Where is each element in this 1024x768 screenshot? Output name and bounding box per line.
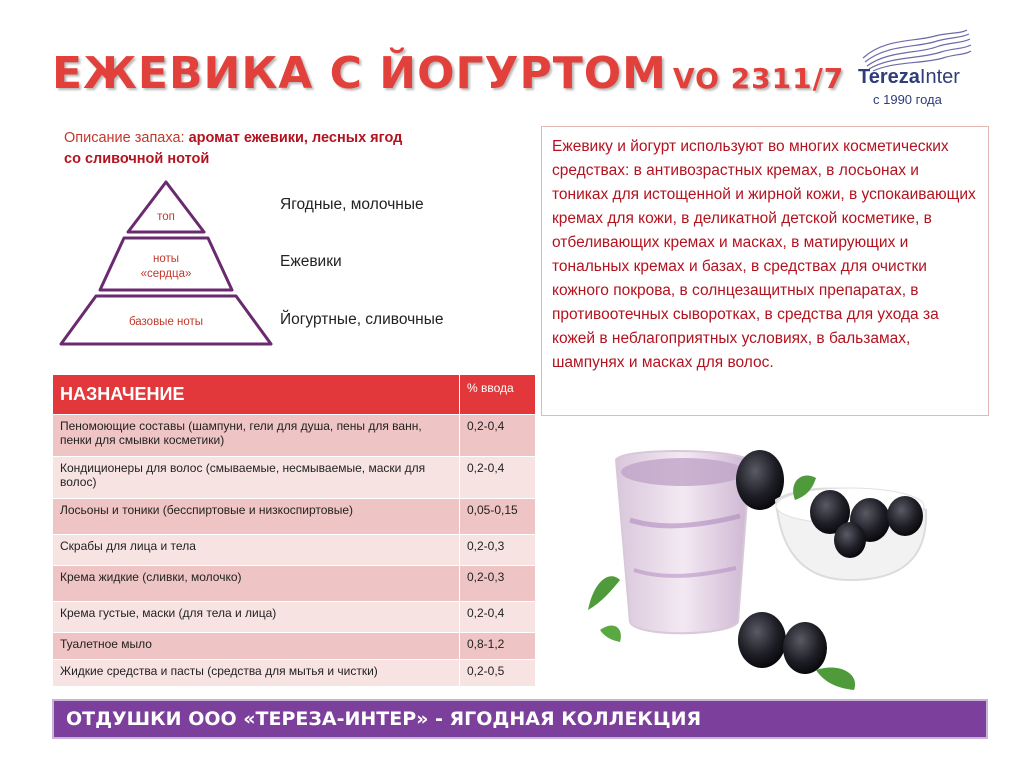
table-row — [53, 602, 536, 633]
logo-since: с 1990 года — [873, 92, 942, 107]
row-dosage: 0,2-0,4 — [460, 457, 536, 499]
row-purpose: Туалетное мыло — [53, 633, 460, 660]
scent-label: Описание запаха: — [64, 130, 189, 146]
leaf-icon — [816, 667, 855, 690]
scent-description — [64, 128, 504, 170]
pyramid-heart-label — [126, 252, 206, 282]
table-row — [53, 415, 536, 457]
note-top: Ягодные, молочные — [280, 196, 424, 213]
blackberry-icon — [783, 622, 827, 674]
table-row — [53, 633, 536, 660]
table-row — [53, 535, 536, 566]
title-code: VO 2311/7 — [672, 62, 845, 95]
logo-brand-rest: Inter — [919, 66, 960, 88]
row-purpose: Кондиционеры для волос (смываемые, несмываемые, маски для волос) — [53, 457, 460, 499]
pyramid-top-label: топ — [157, 211, 175, 223]
pyramid-heart-line1: ноты — [152, 253, 180, 265]
blackberry-yogurt-photo — [580, 430, 980, 692]
blackberry-icon — [834, 522, 866, 558]
footer-text: ОТДУШКИ ООО «ТЕРЕЗА-ИНТЕР» - ЯГОДНАЯ КОЛЛЕКЦИЯ — [66, 708, 702, 730]
logo-text — [858, 66, 960, 89]
row-dosage: 0,2-0,4 — [460, 602, 536, 633]
row-dosage: 0,05-0,15 — [460, 499, 536, 535]
leaf-icon — [588, 576, 620, 610]
blackberry-icon — [738, 612, 786, 668]
row-purpose: Лосьоны и тоники (бесспиртовые и низкоспиртовые) — [53, 499, 460, 535]
footer-banner — [52, 699, 988, 739]
row-purpose: Пеномоющие составы (шампуни, гели для душа, пены для ванн, пенки для смывки косметики) — [53, 415, 460, 457]
usage-table — [52, 374, 536, 687]
row-dosage: 0,2-0,3 — [460, 535, 536, 566]
table-header-row — [53, 375, 536, 415]
row-dosage: 0,2-0,5 — [460, 660, 536, 687]
row-dosage: 0,2-0,4 — [460, 415, 536, 457]
header-dosage: % ввода — [460, 375, 536, 415]
leaf-icon — [600, 626, 621, 642]
pyramid-heart-line2: «сердца» — [140, 268, 192, 280]
row-purpose: Жидкие средства и пасты (средства для мытья и чистки) — [53, 660, 460, 687]
header-purpose: НАЗНАЧЕНИЕ — [53, 375, 460, 415]
row-purpose: Крема густые, маски (для тела и лица) — [53, 602, 460, 633]
blackberry-icon — [887, 496, 923, 536]
logo-brand-bold: Tereza — [858, 66, 920, 88]
pyramid-base-label: базовые ноты — [128, 316, 204, 328]
title-main: ЕЖЕВИКА С ЙОГУРТОМ — [52, 48, 667, 99]
note-heart: Ежевики — [280, 253, 342, 270]
row-dosage: 0,2-0,3 — [460, 566, 536, 602]
row-purpose: Крема жидкие (сливки, молочко) — [53, 566, 460, 602]
row-dosage: 0,8-1,2 — [460, 633, 536, 660]
table-row — [53, 660, 536, 687]
scent-value-line1: аромат ежевики, лесных ягод — [188, 130, 403, 146]
table-row — [53, 566, 536, 602]
table-row — [53, 457, 536, 499]
row-purpose: Скрабы для лица и тела — [53, 535, 460, 566]
usage-description: Ежевику и йогурт используют во многих косметических средствах: в антивозрастных кремах, в лосьонах и тониках для истощенной и жирной кожи, в успокаивающих кремах для кожи, в деликатной детской косметике, в отбеливающих кремах и масках, в матирующих и тональных кремах и базах, в средствах для очистки кожного покрова, в солнцезащитных препаратах, в противоотечных сыворотках, в средства для ухода за кожей в неблагоприятных условиях, в бальзамах, шампунях и масках для волос. — [541, 126, 989, 416]
note-base: Йогуртные, сливочные — [280, 311, 444, 328]
table-row — [53, 499, 536, 535]
page-title — [52, 48, 844, 99]
scent-value-line2: со сливочной нотой — [64, 151, 210, 167]
